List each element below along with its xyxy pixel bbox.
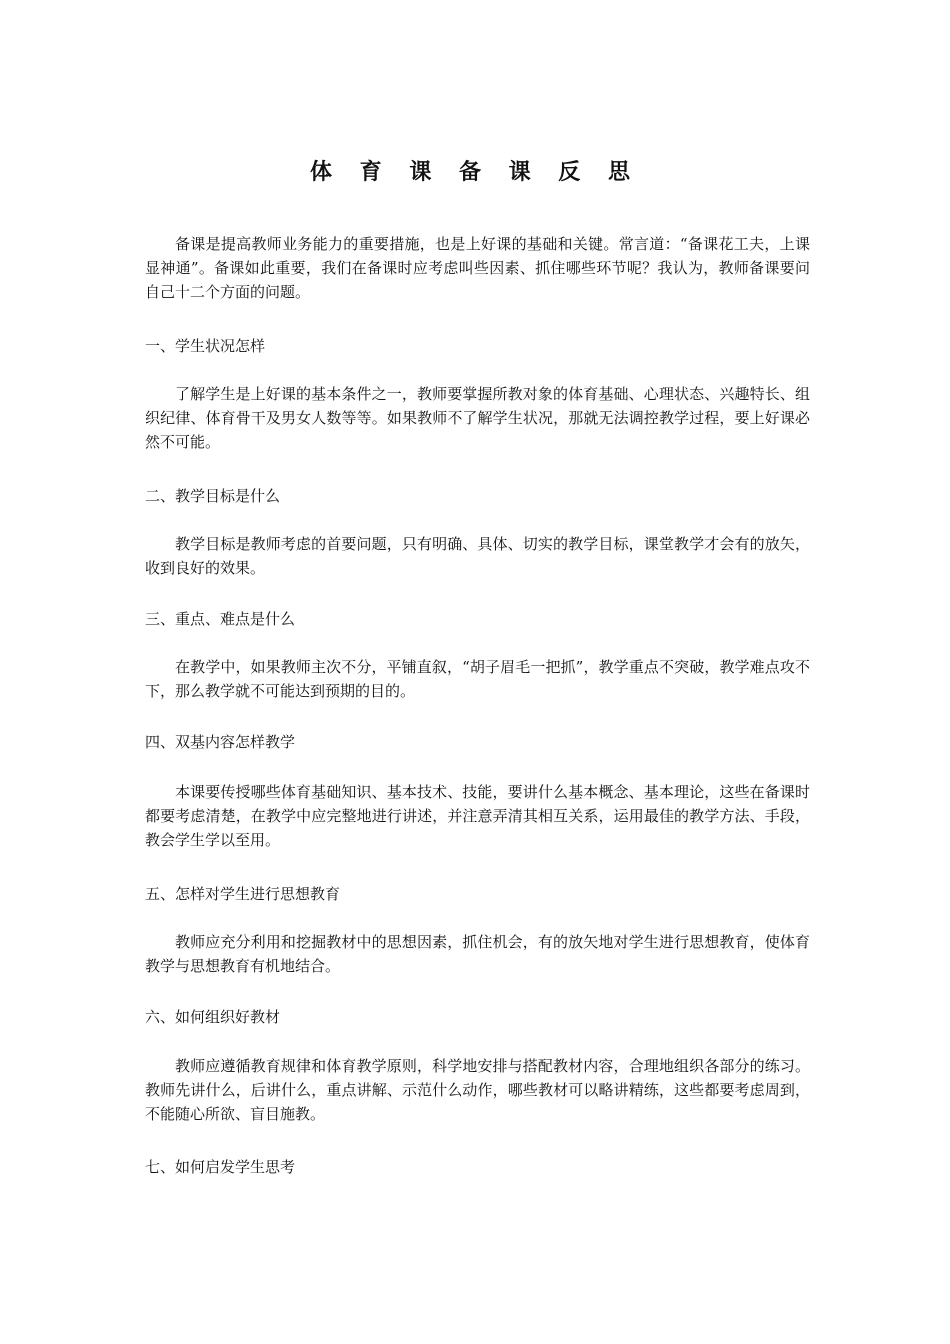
section-body-2: 教学目标是教师考虑的首要问题，只有明确、具体、切实的教学目标，课堂教学才会有的放矢，收到良好的效果。 [145,535,810,577]
section-heading-7: 七、如何启发学生思考 [145,1158,296,1176]
section-body-1: 了解学生是上好课的基本条件之一，教师要掌握所教对象的体育基础、心理状态、兴趣特长、组织纪律、体育骨干及男女人数等等。如果教师不了解学生状况，那就无法调控教学过程，要上好课必然不可能。 [145,385,810,451]
section-heading-6: 六、如何组织好教材 [145,1008,281,1026]
document-title: 体 育 课 备 课 反 思 [310,160,640,185]
section-heading-1: 一、学生状况怎样 [145,337,266,355]
section-heading-3: 三、重点、难点是什么 [145,610,296,628]
section-heading-4: 四、双基内容怎样教学 [145,733,296,751]
section-body-3: 在教学中，如果教师主次不分，平铺直叙，“胡子眉毛一把抓”，教学重点不突破，教学难点攻不下，那么教学就不可能达到预期的目的。 [145,658,810,700]
section-body-6: 教师应遵循教育规律和体育教学原则，科学地安排与搭配教材内容，合理地组织各部分的练习。教师先讲什么，后讲什么，重点讲解、示范什么动作，哪些教材可以略讲精练，这些都要考虑周到，不能随心所欲、盲目施教。 [145,1057,810,1123]
section-body-4: 本课要传授哪些体育基础知识、基本技术、技能，要讲什么基本概念、基本理论，这些在备课时都要考虑清楚，在教学中应完整地进行讲述，并注意弄清其相互关系，运用最佳的教学方法、手段，教会学生学以至用。 [145,783,810,849]
section-heading-5: 五、怎样对学生进行思想教育 [145,885,341,903]
intro-paragraph: 备课是提高教师业务能力的重要措施，也是上好课的基础和关键。常言道：“备课花工夫，上课显神通”。备课如此重要，我们在备课时应考虑叫些因素、抓住哪些环节呢？我认为，教师备课要问自己十二个方面的问题。 [145,235,810,301]
section-body-5: 教师应充分利用和挖掘教材中的思想因素，抓住机会，有的放矢地对学生进行思想教育，使体育教学与思想教育有机地结合。 [145,933,810,975]
section-heading-2: 二、教学目标是什么 [145,487,281,505]
